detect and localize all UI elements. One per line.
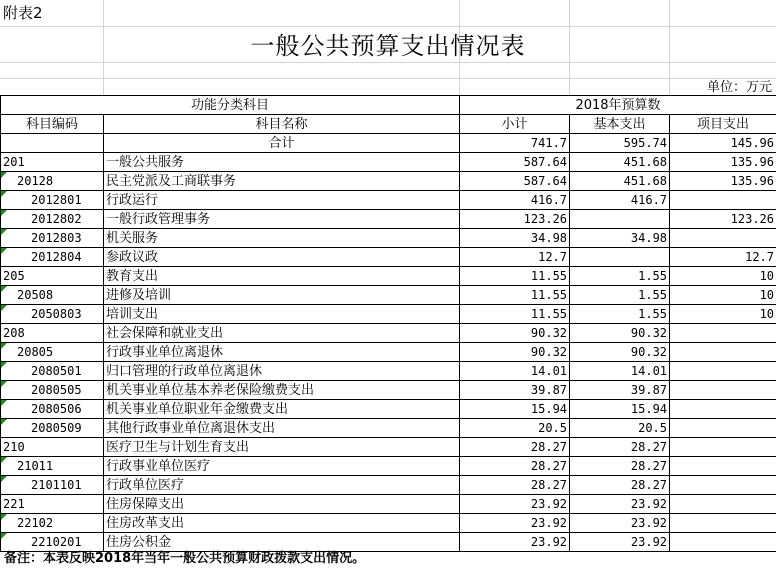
code-text: 2210201 — [31, 534, 82, 549]
code-cell[interactable]: 208 — [1, 324, 104, 343]
subtotal-column-header[interactable]: 小计 — [460, 115, 570, 134]
project-column-header[interactable]: 项目支出 — [670, 115, 776, 134]
name-cell[interactable]: 社会保障和就业支出 — [104, 324, 460, 343]
name-cell[interactable]: 进修及培训 — [104, 286, 460, 305]
subtotal-cell[interactable]: 20.5 — [460, 419, 570, 438]
project-cell[interactable] — [670, 476, 776, 495]
table-row — [1, 400, 776, 419]
code-cell[interactable]: 205 — [1, 267, 104, 286]
table-row — [1, 305, 776, 324]
table-row — [1, 267, 776, 286]
grid-line — [0, 26, 776, 27]
table-row — [1, 476, 776, 495]
basic-column-header[interactable]: 基本支出 — [570, 115, 670, 134]
subtotal-cell[interactable]: 416.7 — [460, 191, 570, 210]
name-cell[interactable]: 机关事业单位职业年金缴费支出 — [104, 400, 460, 419]
name-cell[interactable]: 行政单位医疗 — [104, 476, 460, 495]
code-text: 20508 — [17, 287, 54, 302]
number-as-text-indicator-icon — [1, 343, 7, 349]
project-cell[interactable] — [670, 514, 776, 533]
code-text: 2012802 — [31, 211, 82, 226]
code-text: 20805 — [17, 344, 54, 359]
unit-label: 单位：万元 — [706, 80, 772, 95]
name-cell[interactable]: 机关服务 — [104, 229, 460, 248]
basic-cell[interactable]: 23.92 — [570, 533, 670, 552]
project-cell[interactable] — [670, 400, 776, 419]
name-column-header[interactable]: 科目名称 — [104, 115, 460, 134]
subtotal-cell[interactable]: 23.92 — [460, 495, 570, 514]
number-as-text-indicator-icon — [1, 248, 7, 254]
table-row — [1, 514, 776, 533]
basic-cell[interactable]: 1.55 — [570, 286, 670, 305]
basic-cell[interactable]: 28.27 — [570, 457, 670, 476]
subtotal-cell[interactable]: 90.32 — [460, 324, 570, 343]
project-cell[interactable] — [670, 381, 776, 400]
number-as-text-indicator-icon — [1, 381, 7, 387]
basic-cell[interactable]: 90.32 — [570, 343, 670, 362]
project-cell[interactable] — [670, 343, 776, 362]
project-cell[interactable]: 12.7 — [670, 248, 776, 267]
header-row-group — [1, 96, 776, 115]
table-row — [1, 172, 776, 191]
total-row — [1, 134, 776, 153]
code-text: 2050803 — [31, 306, 82, 321]
basic-cell[interactable]: 20.5 — [570, 419, 670, 438]
name-cell[interactable]: 一般公共服务 — [104, 153, 460, 172]
total-subtotal-cell[interactable]: 741.7 — [460, 134, 570, 153]
code-text: 2012801 — [31, 192, 82, 207]
basic-cell[interactable]: 15.94 — [570, 400, 670, 419]
basic-cell[interactable]: 28.27 — [570, 438, 670, 457]
basic-cell[interactable]: 1.55 — [570, 305, 670, 324]
code-text: 20128 — [17, 173, 54, 188]
code-column-header[interactable]: 科目编码 — [1, 115, 104, 134]
total-basic-cell[interactable]: 595.74 — [570, 134, 670, 153]
code-cell[interactable] — [1, 248, 104, 267]
code-text: 2080501 — [31, 363, 82, 378]
function-class-header[interactable]: 功能分类科目 — [1, 96, 460, 115]
subtotal-cell[interactable]: 39.87 — [460, 381, 570, 400]
code-cell[interactable] — [1, 419, 104, 438]
name-cell[interactable]: 医疗卫生与计划生育支出 — [104, 438, 460, 457]
subtotal-cell[interactable]: 90.32 — [460, 343, 570, 362]
project-cell[interactable] — [670, 495, 776, 514]
name-cell[interactable]: 归口管理的行政单位离退休 — [104, 362, 460, 381]
code-cell[interactable] — [1, 229, 104, 248]
name-cell[interactable]: 教育支出 — [104, 267, 460, 286]
subtotal-cell[interactable]: 14.01 — [460, 362, 570, 381]
subtotal-cell[interactable]: 28.27 — [460, 457, 570, 476]
name-cell[interactable]: 行政事业单位离退休 — [104, 343, 460, 362]
project-cell[interactable] — [670, 324, 776, 343]
footer-note: 备注：本表反映2018年当年一般公共预算财政拨款支出情况。 — [4, 551, 366, 566]
code-cell[interactable] — [1, 362, 104, 381]
total-label-cell[interactable]: 合计 — [104, 134, 460, 153]
subtotal-cell[interactable]: 23.92 — [460, 533, 570, 552]
code-cell[interactable] — [1, 286, 104, 305]
basic-cell[interactable]: 34.98 — [570, 229, 670, 248]
code-cell[interactable]: 221 — [1, 495, 104, 514]
code-text: 22102 — [17, 515, 54, 530]
number-as-text-indicator-icon — [1, 514, 7, 520]
project-cell[interactable] — [670, 229, 776, 248]
subtotal-cell[interactable]: 28.27 — [460, 438, 570, 457]
code-cell[interactable] — [1, 343, 104, 362]
page-title: 一般公共预算支出情况表 — [250, 32, 526, 60]
subtotal-cell[interactable]: 12.7 — [460, 248, 570, 267]
subtotal-cell[interactable]: 123.26 — [460, 210, 570, 229]
name-cell[interactable]: 其他行政事业单位离退休支出 — [104, 419, 460, 438]
basic-cell[interactable]: 28.27 — [570, 476, 670, 495]
project-cell[interactable] — [670, 533, 776, 552]
number-as-text-indicator-icon — [1, 457, 7, 463]
code-cell[interactable] — [1, 533, 104, 552]
subtotal-cell[interactable]: 34.98 — [460, 229, 570, 248]
code-cell[interactable] — [1, 476, 104, 495]
number-as-text-indicator-icon — [1, 533, 7, 539]
number-as-text-indicator-icon — [1, 362, 7, 368]
code-text: 21011 — [17, 458, 54, 473]
name-cell[interactable]: 住房保障支出 — [104, 495, 460, 514]
subtotal-cell[interactable]: 11.55 — [460, 267, 570, 286]
code-cell[interactable]: 201 — [1, 153, 104, 172]
name-cell[interactable]: 培训支出 — [104, 305, 460, 324]
project-cell[interactable] — [670, 457, 776, 476]
project-cell[interactable]: 123.26 — [670, 210, 776, 229]
subtotal-cell[interactable]: 23.92 — [460, 514, 570, 533]
name-cell[interactable]: 参政议政 — [104, 248, 460, 267]
code-text: 2012804 — [31, 249, 82, 264]
code-text: 2101101 — [31, 477, 82, 492]
subtotal-cell[interactable]: 11.55 — [460, 305, 570, 324]
project-cell[interactable] — [670, 419, 776, 438]
table-row — [1, 286, 776, 305]
code-cell[interactable] — [1, 210, 104, 229]
number-as-text-indicator-icon — [1, 305, 7, 311]
grid-line — [0, 62, 776, 63]
number-as-text-indicator-icon — [1, 400, 7, 406]
basic-cell[interactable] — [570, 210, 670, 229]
name-cell[interactable]: 一般行政管理事务 — [104, 210, 460, 229]
project-cell[interactable] — [670, 191, 776, 210]
basic-cell[interactable]: 90.32 — [570, 324, 670, 343]
table-row — [1, 210, 776, 229]
code-cell[interactable] — [1, 400, 104, 419]
project-cell[interactable]: 135.96 — [670, 172, 776, 191]
number-as-text-indicator-icon — [1, 210, 7, 216]
total-project-cell[interactable]: 145.96 — [670, 134, 776, 153]
total-code-cell[interactable] — [1, 134, 104, 153]
code-text: 2080509 — [31, 420, 82, 435]
code-cell[interactable] — [1, 191, 104, 210]
table-row — [1, 229, 776, 248]
name-cell[interactable]: 行政运行 — [104, 191, 460, 210]
table-row — [1, 153, 776, 172]
table-row — [1, 457, 776, 476]
project-cell[interactable]: 10 — [670, 305, 776, 324]
project-cell[interactable]: 10 — [670, 286, 776, 305]
name-cell[interactable]: 行政事业单位医疗 — [104, 457, 460, 476]
table-row — [1, 438, 776, 457]
code-cell[interactable] — [1, 457, 104, 476]
code-text: 2080506 — [31, 401, 82, 416]
table-row — [1, 191, 776, 210]
code-text: 2012803 — [31, 230, 82, 245]
project-cell[interactable] — [670, 362, 776, 381]
basic-cell[interactable]: 451.68 — [570, 153, 670, 172]
name-cell[interactable]: 住房改革支出 — [104, 514, 460, 533]
code-cell[interactable] — [1, 305, 104, 324]
table-row — [1, 381, 776, 400]
attachment-label: 附表2 — [3, 4, 43, 22]
project-cell[interactable]: 135.96 — [670, 153, 776, 172]
grid-line — [0, 78, 776, 79]
project-cell[interactable] — [670, 438, 776, 457]
basic-cell[interactable] — [570, 248, 670, 267]
subtotal-cell[interactable]: 11.55 — [460, 286, 570, 305]
project-cell[interactable]: 10 — [670, 267, 776, 286]
table-row — [1, 495, 776, 514]
header-row-columns — [1, 115, 776, 134]
table-row — [1, 362, 776, 381]
basic-cell[interactable]: 39.87 — [570, 381, 670, 400]
basic-cell[interactable]: 416.7 — [570, 191, 670, 210]
basic-cell[interactable]: 1.55 — [570, 267, 670, 286]
basic-cell[interactable]: 23.92 — [570, 514, 670, 533]
table-row — [1, 533, 776, 552]
code-cell[interactable] — [1, 172, 104, 191]
table-row — [1, 343, 776, 362]
code-cell[interactable]: 210 — [1, 438, 104, 457]
budget-year-header[interactable]: 2018年预算数 — [460, 96, 776, 115]
code-text: 2080505 — [31, 382, 82, 397]
number-as-text-indicator-icon — [1, 286, 7, 292]
number-as-text-indicator-icon — [1, 476, 7, 482]
subtotal-cell[interactable]: 28.27 — [460, 476, 570, 495]
subtotal-cell[interactable]: 587.64 — [460, 172, 570, 191]
number-as-text-indicator-icon — [1, 191, 7, 197]
number-as-text-indicator-icon — [1, 172, 7, 178]
number-as-text-indicator-icon — [1, 419, 7, 425]
table-row — [1, 324, 776, 343]
code-cell[interactable] — [1, 514, 104, 533]
basic-cell[interactable]: 23.92 — [570, 495, 670, 514]
basic-cell[interactable]: 14.01 — [570, 362, 670, 381]
table-row — [1, 419, 776, 438]
name-cell[interactable]: 住房公积金 — [104, 533, 460, 552]
budget-table — [0, 95, 776, 552]
number-as-text-indicator-icon — [1, 229, 7, 235]
subtotal-cell[interactable]: 587.64 — [460, 153, 570, 172]
table-row — [1, 248, 776, 267]
subtotal-cell[interactable]: 15.94 — [460, 400, 570, 419]
basic-cell[interactable]: 451.68 — [570, 172, 670, 191]
code-cell[interactable] — [1, 381, 104, 400]
name-cell[interactable]: 机关事业单位基本养老保险缴费支出 — [104, 381, 460, 400]
name-cell[interactable]: 民主党派及工商联事务 — [104, 172, 460, 191]
